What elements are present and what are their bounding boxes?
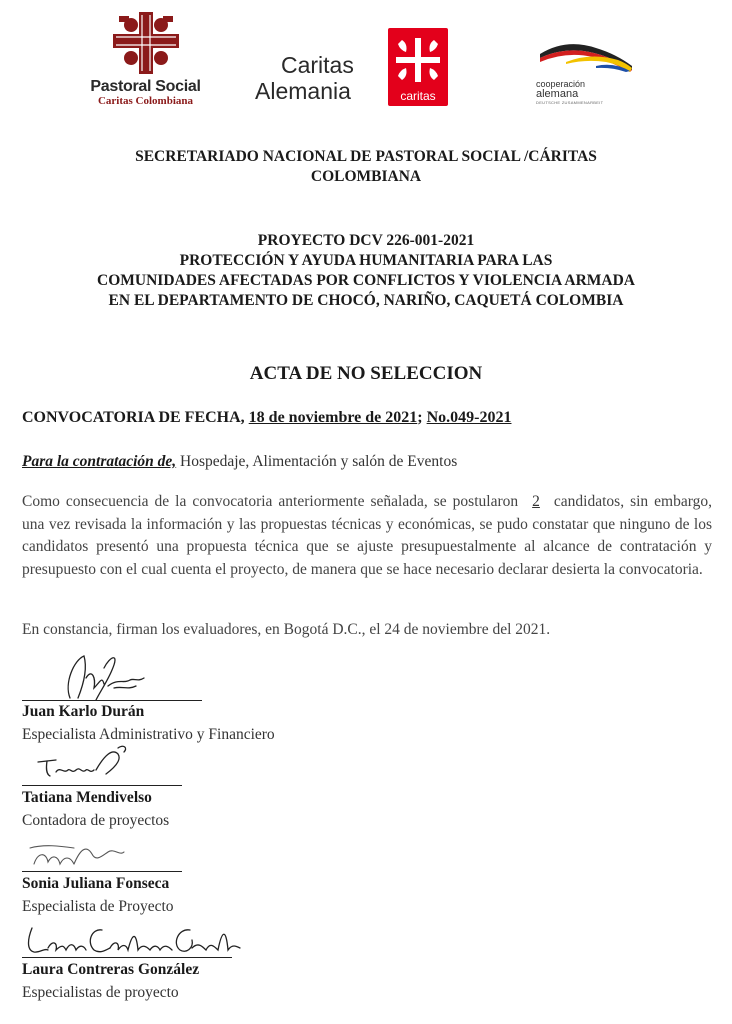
coop-logo-line2: alemana [536,88,579,100]
signature-tatiana [34,742,134,786]
signer-role-2: Contadora de proyectos [22,812,170,829]
contratacion-objeto: Hospedaje, Alimentación y salón de Eventos [176,453,458,470]
coop-logo-line1: cooperación [536,79,586,89]
pastoral-cross-icon [109,10,183,76]
constancia-paragraph: En constancia, firman los evaluadores, en Bogotá D.C., el 24 de noviembre del 2021. [22,621,551,638]
caritas-logo-word: caritas [400,89,436,103]
caritas-flame-cross-icon [388,30,448,90]
contratacion-line [22,453,457,471]
proyecto-line4: EN EL DEPARTAMENTO DE CHOCÓ, NARIÑO, CAQUETÁ COLOMBIA [108,292,624,309]
cooperacion-alemana-logo [536,40,636,106]
flag-swoosh-icon [536,40,636,72]
pastoral-social-logo [88,10,203,115]
signer-name-2: Tatiana Mendivelso [22,789,152,806]
proyecto-line3: COMUNIDADES AFECTADAS POR CONFLICTOS Y VIOLENCIA ARMADA [97,272,635,289]
signer-name-4: Laura Contreras González [22,961,200,978]
signature-sonia [24,834,134,874]
convocatoria-numero: No.049-2021 [426,409,512,426]
proyecto-line1: PROYECTO DCV 226-001-2021 [257,232,475,249]
signer-name-3: Sonia Juliana Fonseca [22,875,170,892]
signature-line-2 [22,785,182,786]
caritas-alemania-line2: Alemania [255,78,351,104]
signer-role-1: Especialista Administrativo y Financiero [22,726,275,743]
body-part2: candidatos, sin embargo, una vez revisada la información y las propuestas técnicas y económicas, se pudo constatar que ninguno de los candidatos presentó una propuesta técnica que se ajuste presupuestalmente al alcance de contratación y presupuesto con el cual cuenta el proyecto, de manera que se hace necesario declarar desierta la convocatoria. [22,493,712,578]
caritas-alemania-line1: Caritas [281,52,354,78]
signer-name-1: Juan Karlo Durán [22,703,145,720]
convocatoria-sep: ; [417,409,427,426]
signature-line-4 [22,957,232,958]
signature-laura [22,920,244,958]
signer-role-3: Especialista de Proyecto [22,898,174,915]
secretariado-heading [0,147,732,187]
signature-line-1 [22,700,202,701]
secretariado-line1: SECRETARIADO NACIONAL DE PASTORAL SOCIAL /CÁRITAS [135,148,597,165]
secretariado-line2: COLOMBIANA [310,168,422,185]
proyecto-heading [0,231,732,311]
pastoral-logo-name: Pastoral Social [90,78,201,95]
pastoral-logo-subtitle: Caritas Colombiana [97,95,194,107]
coop-logo-line3: DEUTSCHE ZUSAMMENARBEIT [536,100,604,105]
contratacion-lead: Para la contratación de, [22,453,177,470]
body-part1: Como consecuencia de la convocatoria anteriormente señalada, se postularon [22,493,519,510]
convocatoria-line [22,409,511,427]
convocatoria-prefix: CONVOCATORIA DE FECHA, [22,409,249,426]
body-candidatos-numero: 2 [532,493,540,510]
proyecto-line2: PROTECCIÓN Y AYUDA HUMANITARIA PARA LAS [179,252,553,269]
signature-juan-karlo [52,648,152,706]
caritas-alemania-logo [255,52,375,104]
signature-line-3 [22,871,182,872]
body-paragraph [22,491,712,581]
caritas-logo [388,28,448,106]
signer-role-4: Especialistas de proyecto [22,984,179,1001]
convocatoria-fecha: 18 de noviembre de 2021 [248,409,418,426]
acta-title: ACTA DE NO SELECCION [249,363,483,384]
